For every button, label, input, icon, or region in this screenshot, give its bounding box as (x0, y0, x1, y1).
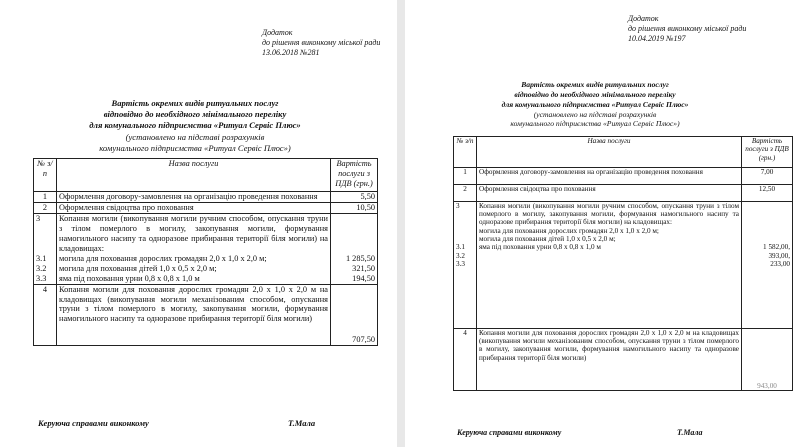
header-price: Вартість послуги з ПДВ (грн.) (331, 159, 378, 192)
appendix-line: Додаток (262, 28, 293, 37)
document-title (60, 98, 330, 154)
header-service-name: Назва послуги (57, 159, 331, 192)
table-row (34, 192, 378, 203)
row-price: 707,50 (331, 284, 378, 345)
row-price: 1 582,00, 393,00, 233,00 (742, 201, 793, 328)
title-line: для комунального підприємства «Ритуал Сервіс Плюс» (501, 99, 689, 109)
title-line: Вартість окремих видів ритуальних послуг (521, 80, 669, 89)
row-price: 7,00 (742, 168, 793, 185)
table-row (34, 284, 378, 345)
row-number: 3 3.1 3.2 3.3 (454, 201, 477, 328)
row-price: 1 285,50 321,50 194,50 (331, 213, 378, 284)
row-service-name: Копання могили для поховання дорослих громадян 2,0 х 1,0 х 2,0 м на кладовищах (викопування могили механізованим способом, опускання труни з тілом померлого в могилу, закопування могили, формування намогильного насипу та одноразове прибирання території біля могили) (57, 284, 331, 345)
table-row (454, 168, 793, 185)
row-service-name: Оформлення договору-замовлення на організацію проведення поховання (477, 168, 742, 185)
row-price: 943,00 (742, 328, 793, 390)
row-number: 2 (34, 202, 57, 213)
row-service-name: Копання могили для поховання дорослих громадян 2,0 х 1,0 х 2,0 м на кладовищах (викопування могили механізованим способом, опускання труни з тілом померлого в могилу, закопування могили, формування намогильного насипу та одноразове прибирання території біля могили) (477, 328, 742, 390)
appendix-line: до рішення виконкому міської ради (262, 38, 381, 47)
appendix-note (262, 28, 380, 58)
signature-title: Керуюча справами виконкому (457, 428, 562, 437)
table-row (454, 201, 793, 328)
title-note-line: комунального підприємства «Ритуал Сервіс Плюс») (510, 119, 680, 129)
header-service-name: Назва послуги (477, 137, 742, 168)
title-line: для комунального підприємства «Ритуал Сервіс Плюс» (89, 120, 301, 131)
signature-name: Т.Мала (677, 428, 703, 437)
row-number: 1 (34, 192, 57, 203)
document-title (460, 80, 730, 129)
signature-name: Т.Мала (288, 418, 316, 428)
services-price-table (33, 158, 378, 346)
title-line: Вартість окремих видів ритуальних послуг (111, 98, 279, 108)
table-row (454, 184, 793, 201)
row-price: 12,50 (742, 184, 793, 201)
row-number: 2 (454, 184, 477, 201)
table-header-row (34, 159, 378, 192)
signature-title: Керуюча справами виконкому (38, 418, 149, 428)
header-number: № з/п (454, 137, 477, 168)
row-service-name: Оформлення свідоцтва про поховання (477, 184, 742, 201)
table-row (454, 328, 793, 390)
header-price: Вартість послуги з ПДВ (грн.) (742, 137, 793, 168)
row-number: 4 (34, 284, 57, 345)
title-note-line: (установлено на підставі розрахунків (533, 109, 657, 119)
row-number: 1 (454, 168, 477, 185)
row-service-name: Оформлення свідоцтва про поховання (57, 202, 331, 213)
row-number: 3 3.1 3.2 3.3 (34, 213, 57, 284)
row-price: 5,50 (331, 192, 378, 203)
row-service-name: Копання могили (викопування могили ручним способом, опускання труни з тілом померлого в могилу, закопування могили, формування намогильного насипу та одноразове прибирання території біля могили) на кладовищах: могила для поховання дорослих громадян 2,0 х 1,0 х 2,0 м; могила для поховання дітей 1,0 х 0,5 х 2,0 м; яма під поховання урни 0,8 х 0,8 х 1,0 м (57, 213, 331, 284)
title-line: відповідно до необхідного мінімального переліку (514, 89, 676, 99)
table-row (34, 202, 378, 213)
title-note-line: комунального підприємства «Ритуал Сервіс Плюс») (99, 142, 291, 153)
header-number: № з/п (34, 159, 57, 192)
appendix-line: Додаток (628, 14, 659, 23)
appendix-note (628, 14, 746, 44)
row-service-name: Копання могили (викопування могили ручним способом, опускання труни з тілом померлого в могилу, закопування могили, формування намогильного насипу та одноразове прибирання території біля могили) на кладовищах: могила для поховання дорослих громадян 2,0 х 1,0 х 2,0 м; могила для поховання дітей 1,0 х 0,5 х 2,0 м; яма під поховання урни 0,8 х 0,8 х 1,0 м (477, 201, 742, 328)
table-row (34, 213, 378, 284)
page-divider (397, 0, 405, 447)
appendix-line: 10.04.2019 №197 (628, 34, 686, 43)
table-header-row (454, 137, 793, 168)
row-service-name: Оформлення договору-замовлення на організацію проведення поховання (57, 192, 331, 203)
services-price-table (453, 136, 793, 391)
right-document-page (405, 0, 800, 447)
title-note-line: (установлено на підставі розрахунків (125, 131, 265, 142)
row-number: 4 (454, 328, 477, 390)
row-price: 10,50 (331, 202, 378, 213)
appendix-line: 13.06.2018 №281 (262, 48, 320, 57)
title-line: відповідно до необхідного мінімального переліку (103, 109, 287, 120)
appendix-line: до рішення виконкому міської ради (628, 24, 747, 33)
left-document-page (0, 0, 397, 447)
